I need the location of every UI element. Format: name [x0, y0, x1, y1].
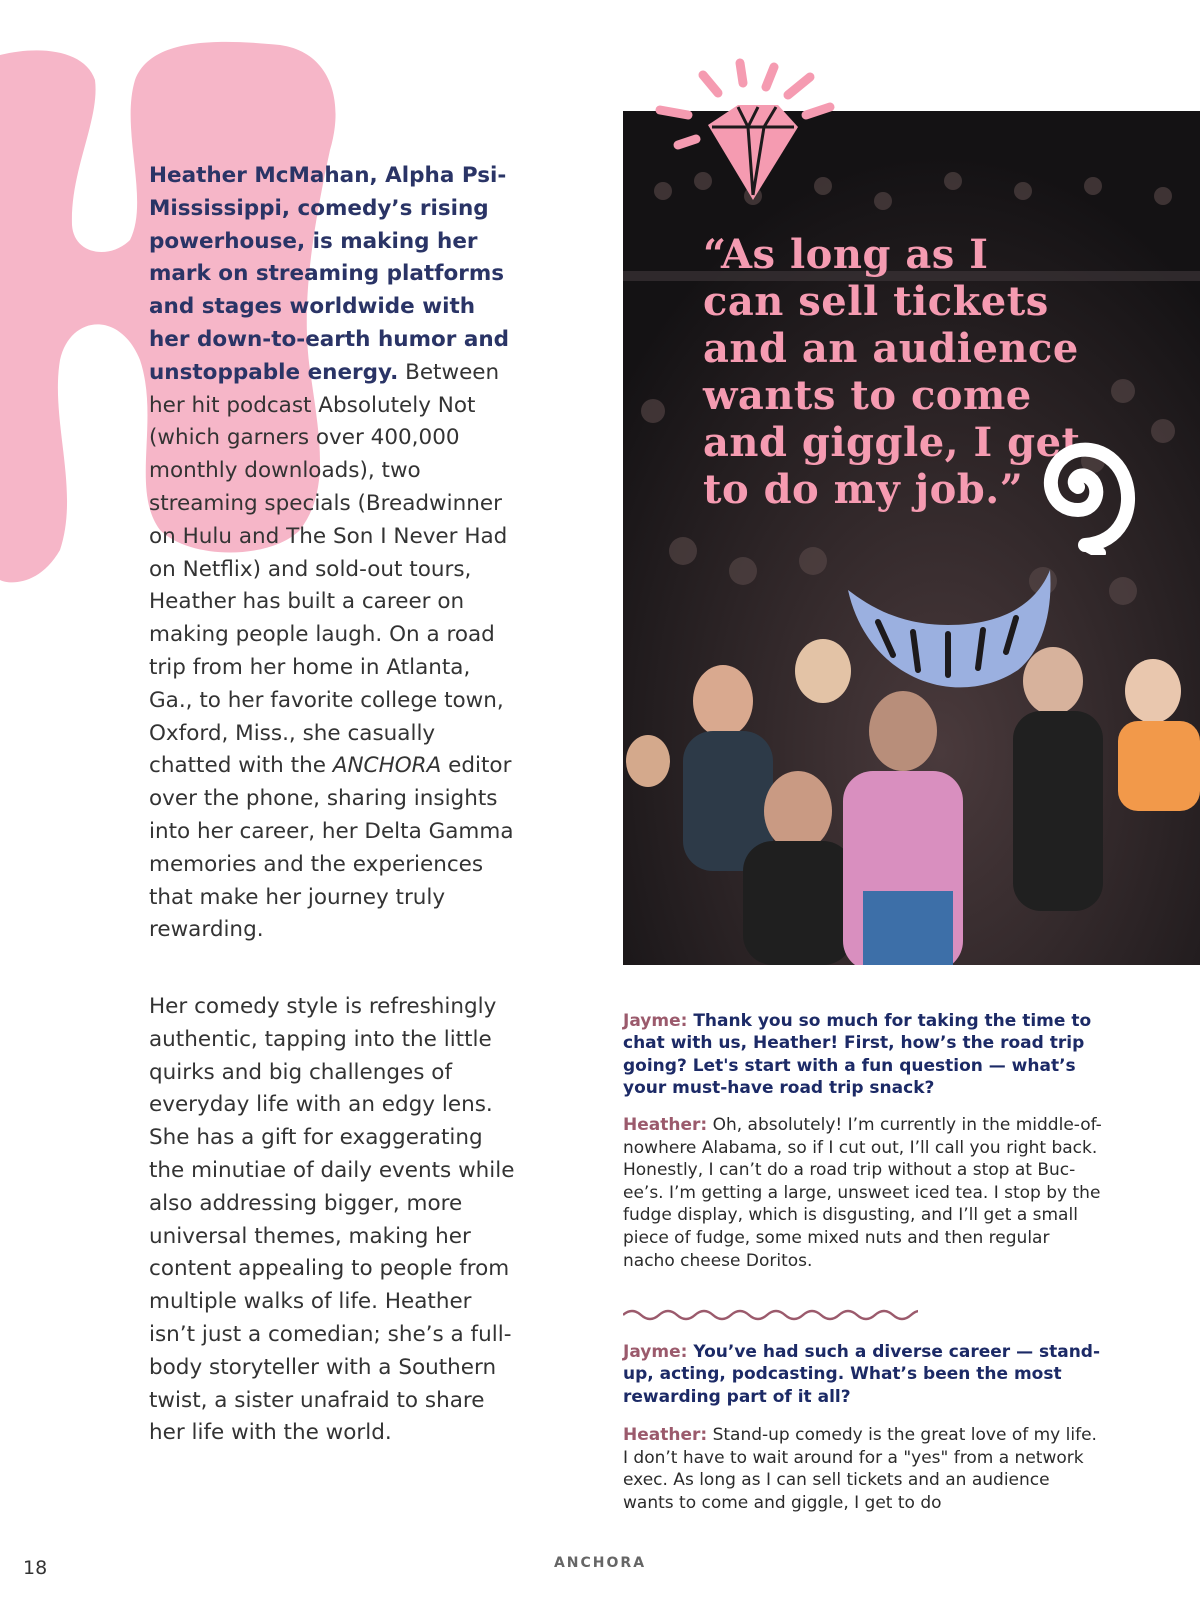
- wavy-divider: [623, 1307, 918, 1323]
- qa-answer-2: [623, 1424, 1103, 1514]
- speaker-label: Heather:: [623, 1425, 708, 1445]
- magazine-name-italic: ANCHORA: [332, 753, 442, 779]
- qa-question-1: [623, 1010, 1103, 1099]
- question-text: Thank you so much for taking the time to chat with us, Heather! First, how’s the road trip going? Let's start with a fun question — what’s your must-have road trip snack?: [623, 1011, 1092, 1098]
- qa-question-2: [623, 1341, 1103, 1408]
- pull-quote: “As long as I can sell tickets and an audience wants to come and giggle, I get to do my job.”: [703, 231, 1081, 513]
- speaker-label: Jayme:: [623, 1342, 688, 1362]
- intro-body-start: Between her hit podcast Absolutely Not (which garners over 400,000 monthly downloads), two streaming specials (Breadwinner on Hulu and The Son I Never Had on Netflix) and sold-out tours, Heather has built a career on making people laugh. On a road trip from her home in Atlanta, Ga., to her favorite college town, Oxford, Miss., she casually chatted with the: [149, 359, 508, 779]
- second-paragraph: Her comedy style is refreshingly authentic, tapping into the little quirks and big challenges of everyday life with an edgy lens. She has a gift for exaggerating the minutiae of daily events while also addressing bigger, more universal themes, making her content appealing to people from multiple walks of life. Heather isn’t just a comedian; she’s a full-body storyteller with a Southern twist, a sister unafraid to share her life with the world.: [149, 994, 515, 1446]
- smile-doodle-icon: [838, 560, 1058, 710]
- answer-text: Stand-up comedy is the great love of my life. I don’t have to wait around for a "yes" from a network exec. As long as I can sell tickets and an audience wants to come and giggle, I get to do: [623, 1425, 1097, 1513]
- footer-magazine-name: ANCHORA: [553, 1555, 647, 1571]
- diamond-doodle-icon: [648, 55, 848, 215]
- speaker-label: Heather:: [623, 1115, 708, 1135]
- swirl-doodle-icon: [1030, 425, 1140, 555]
- answer-text: Oh, absolutely! I’m currently in the middle-of-nowhere Alabama, so if I cut out, I’ll call you right back. Honestly, I can’t do a road trip without a stop at Buc-ee’s. I’m getting a large, unsweet iced tea. I stop by the fudge display, which is disgusting, and I’ll get a small piece of fudge, some mixed nuts and then regular nacho cheese Doritos.: [623, 1115, 1102, 1271]
- question-text: You’ve had such a diverse career — stand-up, acting, podcasting. What’s been the most rewarding part of it all?: [623, 1342, 1101, 1407]
- page-number: 18: [23, 1557, 48, 1579]
- intro-paragraph: [149, 160, 519, 947]
- intro-body-end: editor over the phone, sharing insights into her career, her Delta Gamma memories and the experiences that make her journey truly rewarding.: [149, 753, 514, 943]
- qa-answer-1: [623, 1114, 1103, 1272]
- speaker-label: Jayme:: [623, 1011, 688, 1031]
- intro-lead: Heather McMahan, Alpha Psi-Mississippi, comedy’s rising powerhouse, is making her mark on streaming platforms and stages worldwide with her down-to-earth humor and unstoppable energy.: [149, 163, 510, 385]
